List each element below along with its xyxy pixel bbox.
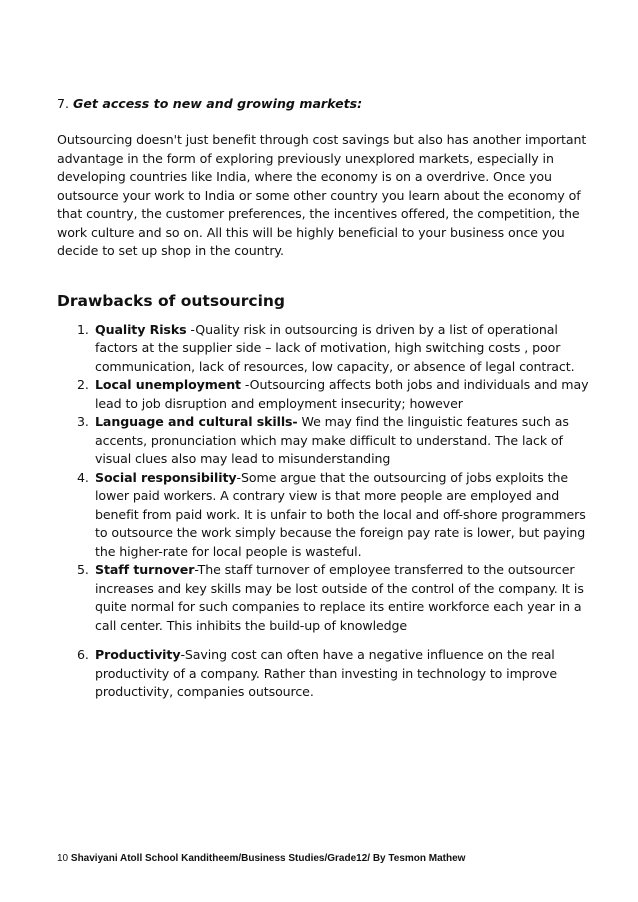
section-7-number: 7. [57, 96, 70, 111]
list-item-number: 1. [77, 321, 89, 337]
list-item-number: 2. [77, 377, 89, 392]
footer-text: Shaviyani Atoll School Kanditheem/Business Studies/Grade12/ By Tesmon Mathew [70, 853, 466, 864]
list-item-term: Social responsibility [95, 469, 237, 485]
list-item-text: -Saving cost can often have a negative influence on the real productivity of a company. Rather than investing in technology to improve productivity, companies outsource. [95, 647, 558, 699]
section-7-heading [57, 95, 597, 113]
list-item [57, 376, 597, 413]
list-item-text: -Outsourcing affects both jobs and individuals and may lead to job disruption and employment insecurity; however [95, 377, 589, 411]
list-item [57, 321, 597, 377]
list-item [57, 413, 597, 469]
drawbacks-list [57, 321, 597, 702]
page-content [57, 95, 597, 702]
list-item-number: 6. [77, 647, 89, 662]
section-7-title: Get access to new and growing markets: [73, 96, 363, 111]
list-item [57, 646, 597, 702]
list-item-term: Staff turnover [95, 562, 195, 577]
list-item [57, 561, 597, 635]
list-item-text: -Quality risk in outsourcing is driven by a list of operational factors at the supplier side – lack of motivation, high switching costs , poor communication, lack of resources, low capacity, or absence of legal contract. [95, 321, 575, 374]
page-footer [57, 852, 465, 866]
list-item-number: 3. [77, 414, 89, 429]
list-item-text: -Some argue that the outsourcing of jobs exploits the lower paid workers. A contrary view is that more people are employed and benefit from paid work. It is unfair to both the local and off-shore programmers to outsource the work simply because the foreign pay rate is lower, but paying the higher-rate for local people is wasteful. [95, 469, 586, 559]
drawbacks-heading: Drawbacks of outsourcing [57, 291, 286, 310]
list-item-number: 5. [77, 562, 89, 577]
list-item-text: -The staff turnover of employee transferred to the outsourcer increases and key skills may be lost outside of the control of the company. It is quite normal for such companies to replace its entire workforce each year in a call center. This inhibits the build-up of knowledge [95, 562, 584, 633]
list-item-number: 4. [77, 469, 89, 485]
section-7-paragraph: Outsourcing doesn't just benefit through cost savings but also has another important advantage in the form of exploring previously unexplored markets, especially in developing countries like India, where the economy is on a overdrive. Once you outsource your work to India or some other country you learn about the economy of that country, the customer preferences, the incentives offered, the competition, the work culture and so on. All this will be highly beneficial to your business once you decide to set up shop in the country. [57, 132, 587, 258]
list-item [57, 469, 597, 562]
list-item-term: Language and cultural skills- [95, 414, 298, 429]
list-item-term: Quality Risks [95, 321, 187, 337]
list-item-term: Productivity [95, 647, 181, 662]
list-item-text: We may find the linguistic features such as accents, pronunciation which may make difficult to understand. The lack of visual clues also may lead to misunderstanding [95, 414, 569, 466]
list-item-term: Local unemployment [95, 377, 241, 392]
page-number: 10 [57, 853, 69, 864]
